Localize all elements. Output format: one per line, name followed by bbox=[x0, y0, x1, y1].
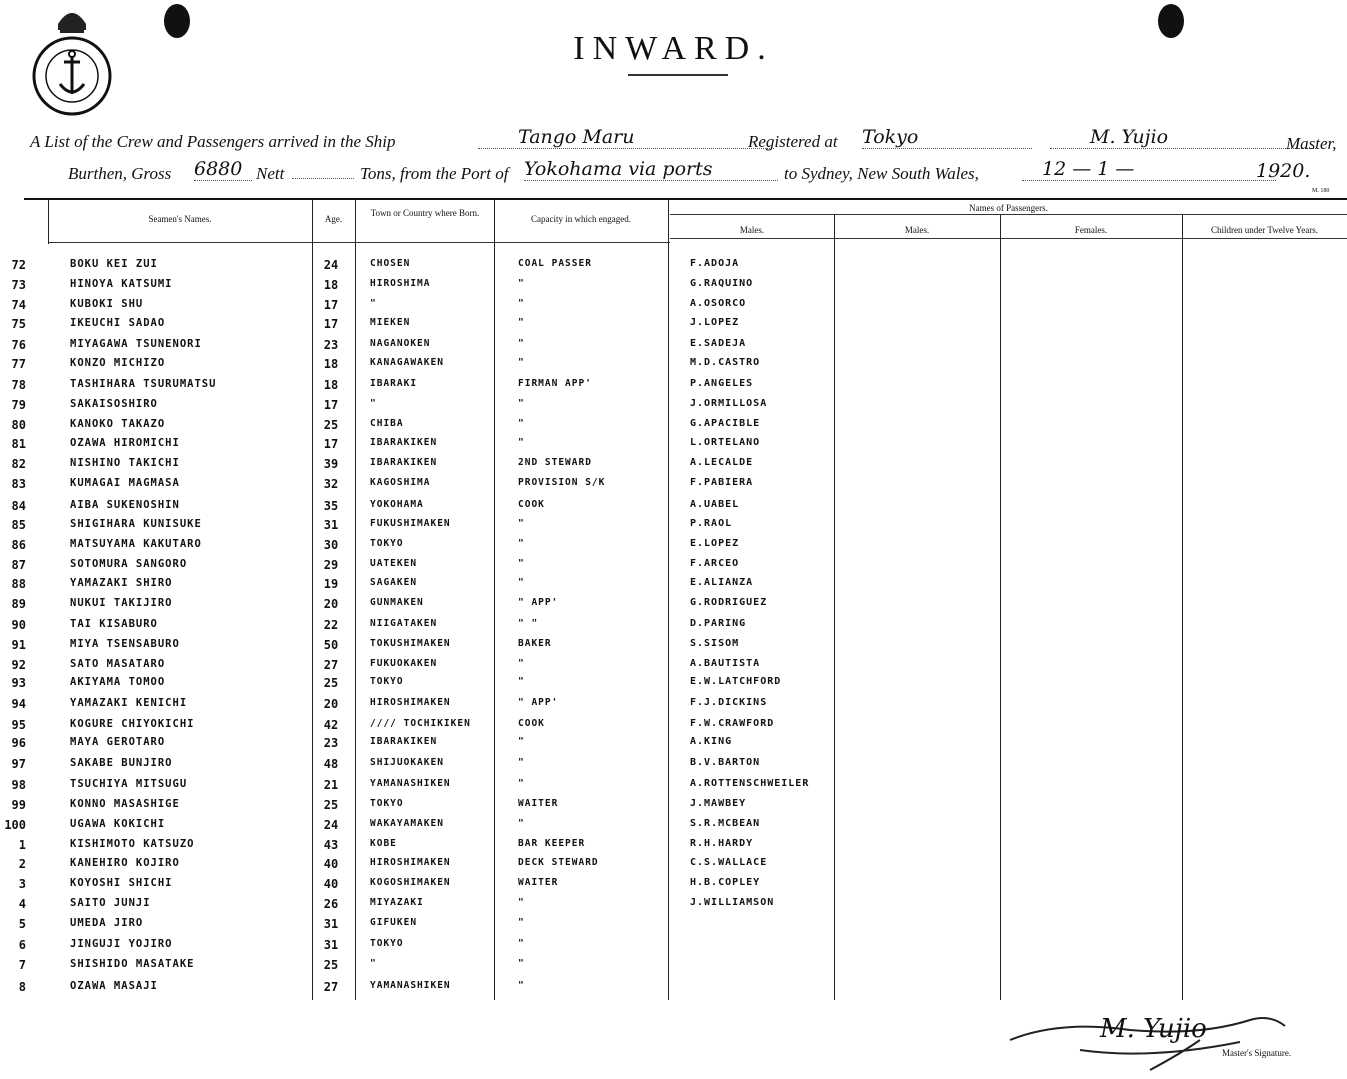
capacity-engaged: " bbox=[518, 317, 525, 328]
capacity-engaged: BAKER bbox=[518, 638, 552, 649]
passenger-name: M.D.CASTRO bbox=[690, 357, 761, 368]
birthplace: TOKUSHIMAKEN bbox=[370, 638, 451, 649]
birthplace: TOKYO bbox=[370, 798, 404, 809]
passenger-name: J.MAWBEY bbox=[690, 798, 747, 809]
seaman-age: 19 bbox=[323, 577, 339, 591]
seaman-name: TASHIHARA TSURUMATSU bbox=[70, 378, 217, 390]
capacity-engaged: WAITER bbox=[518, 877, 559, 888]
passenger-name: L.ORTELANO bbox=[690, 437, 761, 448]
table-row bbox=[0, 258, 1347, 278]
table-row bbox=[0, 857, 1347, 877]
passenger-name: A.KING bbox=[690, 736, 733, 747]
capacity-engaged: PROVISION S/K bbox=[518, 477, 606, 488]
table-row bbox=[0, 838, 1347, 858]
passenger-name: A.LECALDE bbox=[690, 457, 754, 468]
table-row bbox=[0, 917, 1347, 937]
passenger-name: J.LOPEZ bbox=[690, 317, 740, 328]
seaman-name: TAI KISABURO bbox=[70, 618, 158, 630]
seaman-name: SAKAISOSHIRO bbox=[70, 398, 158, 410]
col-females: Females. bbox=[1074, 225, 1108, 235]
table-row bbox=[0, 798, 1347, 818]
table-row bbox=[0, 658, 1347, 678]
row-number: 76 bbox=[11, 338, 26, 352]
capacity-engaged: " bbox=[518, 518, 525, 529]
master-signature: M. Yujio bbox=[1100, 1014, 1207, 1044]
passenger-name: P.ANGELES bbox=[690, 378, 754, 389]
row-number: 99 bbox=[11, 798, 26, 812]
passenger-name: E.W.LATCHFORD bbox=[690, 676, 782, 687]
birthplace: MIEKEN bbox=[370, 317, 411, 328]
capacity-engaged: " bbox=[518, 437, 525, 448]
row-number: 7 bbox=[18, 958, 26, 972]
seaman-name: IKEUCHI SADAO bbox=[70, 317, 166, 329]
seaman-name: MIYAGAWA TSUNENORI bbox=[70, 338, 202, 350]
row-number: 84 bbox=[11, 499, 26, 513]
seaman-name: MIYA TSENSABURO bbox=[70, 638, 180, 650]
capacity-engaged: COOK bbox=[518, 499, 545, 510]
seaman-age: 20 bbox=[323, 697, 339, 711]
birthplace: WAKAYAMAKEN bbox=[370, 818, 444, 829]
seaman-name: KANEHIRO KOJIRO bbox=[70, 857, 180, 869]
table-row bbox=[0, 597, 1347, 617]
seaman-age: 25 bbox=[323, 958, 339, 972]
seaman-name: SOTOMURA SANGORO bbox=[70, 558, 188, 570]
passenger-name: E.LOPEZ bbox=[690, 538, 740, 549]
seaman-name: MATSUYAMA KAKUTARO bbox=[70, 538, 202, 550]
birthplace: IBARAKIKEN bbox=[370, 457, 438, 468]
to-sydney-label: to Sydney, New South Wales, bbox=[784, 164, 979, 183]
passenger-name: A.OSORCO bbox=[690, 298, 747, 309]
table-row bbox=[0, 298, 1347, 318]
capacity-engaged: " bbox=[518, 736, 525, 747]
passenger-name: J.ORMILLOSA bbox=[690, 398, 768, 409]
row-number: 6 bbox=[18, 938, 26, 952]
row-number: 85 bbox=[11, 518, 26, 532]
seaman-age: 48 bbox=[323, 757, 339, 771]
seaman-age: 31 bbox=[323, 938, 339, 952]
table-row bbox=[0, 518, 1347, 538]
passenger-name: S.R.MCBEAN bbox=[690, 818, 761, 829]
master-signature-label: Master's Signature. bbox=[1222, 1048, 1292, 1058]
capacity-engaged: " bbox=[518, 917, 525, 928]
birthplace: SHIJUOKAKEN bbox=[370, 757, 444, 768]
seaman-age: 31 bbox=[323, 518, 339, 532]
passenger-name: J.WILLIAMSON bbox=[690, 897, 775, 908]
table-row bbox=[0, 457, 1347, 477]
table-row bbox=[0, 577, 1347, 597]
seaman-age: 43 bbox=[323, 838, 339, 852]
capacity-engaged: FIRMAN APP' bbox=[518, 378, 592, 389]
col-capacity: Capacity in which engaged. bbox=[531, 214, 631, 224]
capacity-engaged: " bbox=[518, 980, 525, 991]
table-row bbox=[0, 618, 1347, 638]
seaman-age: 24 bbox=[323, 818, 339, 832]
seaman-age: 22 bbox=[323, 618, 339, 632]
row-number: 5 bbox=[18, 917, 26, 931]
seaman-name: SHIGIHARA KUNISUKE bbox=[70, 518, 202, 530]
passenger-name: G.RODRIGUEZ bbox=[690, 597, 768, 608]
row-number: 93 bbox=[11, 676, 26, 690]
table-row bbox=[0, 338, 1347, 358]
row-number: 79 bbox=[11, 398, 26, 412]
passenger-name: E.SADEJA bbox=[690, 338, 747, 349]
birthplace: YOKOHAMA bbox=[370, 499, 424, 510]
birthplace: IBARAKIKEN bbox=[370, 736, 438, 747]
seaman-age: 25 bbox=[323, 676, 339, 690]
capacity-engaged: " APP' bbox=[518, 597, 559, 608]
row-number: 90 bbox=[11, 618, 26, 632]
seaman-age: 35 bbox=[323, 499, 339, 513]
table-row bbox=[0, 818, 1347, 838]
capacity-engaged: COAL PASSER bbox=[518, 258, 592, 269]
col-town: Town or Country where Born. bbox=[370, 208, 480, 218]
col-age: Age. bbox=[324, 214, 343, 224]
birthplace: IBARAKIKEN bbox=[370, 437, 438, 448]
birthplace: CHOSEN bbox=[370, 258, 411, 269]
capacity-engaged: DECK STEWARD bbox=[518, 857, 599, 868]
birthplace: KANAGAWAKEN bbox=[370, 357, 444, 368]
table-row bbox=[0, 638, 1347, 658]
table-row bbox=[0, 897, 1347, 917]
seaman-name: UMEDA JIRO bbox=[70, 917, 144, 929]
seaman-name: HINOYA KATSUMI bbox=[70, 278, 173, 290]
capacity-engaged: " bbox=[518, 278, 525, 289]
birthplace: FUKUOKAKEN bbox=[370, 658, 438, 669]
seaman-age: 25 bbox=[323, 798, 339, 812]
seaman-age: 30 bbox=[323, 538, 339, 552]
row-number: 98 bbox=[11, 778, 26, 792]
row-number: 89 bbox=[11, 597, 26, 611]
row-number: 4 bbox=[18, 897, 26, 911]
birthplace: " bbox=[370, 298, 377, 309]
table-row bbox=[0, 538, 1347, 558]
birthplace: " bbox=[370, 398, 377, 409]
burthen-label: Burthen, Gross bbox=[68, 164, 172, 183]
seaman-name: KUBOKI SHU bbox=[70, 298, 144, 310]
seaman-age: 20 bbox=[323, 597, 339, 611]
birthplace: CHIBA bbox=[370, 418, 404, 429]
row-number: 77 bbox=[11, 357, 26, 371]
capacity-engaged: " bbox=[518, 558, 525, 569]
capacity-engaged: COOK bbox=[518, 718, 545, 729]
seaman-age: 31 bbox=[323, 917, 339, 931]
col-males-b: Males. bbox=[904, 225, 930, 235]
row-number: 92 bbox=[11, 658, 26, 672]
table-row bbox=[0, 958, 1347, 978]
form-code: M. 180 bbox=[1312, 188, 1330, 194]
row-number: 91 bbox=[11, 638, 26, 652]
row-number: 75 bbox=[11, 317, 26, 331]
master-label: Master, bbox=[1286, 134, 1337, 153]
seaman-name: MAYA GEROTARO bbox=[70, 736, 166, 748]
table-row bbox=[0, 697, 1347, 717]
seaman-age: 24 bbox=[323, 258, 339, 272]
seaman-name: KONNO MASASHIGE bbox=[70, 798, 180, 810]
nett-label: Nett bbox=[256, 164, 285, 183]
row-number: 83 bbox=[11, 477, 26, 491]
row-number: 87 bbox=[11, 558, 26, 572]
capacity-engaged: " APP' bbox=[518, 697, 559, 708]
gross-tonnage: 6880 bbox=[194, 158, 252, 181]
row-number: 96 bbox=[11, 736, 26, 750]
birthplace: NIIGATAKEN bbox=[370, 618, 438, 629]
passenger-name: F.ARCEO bbox=[690, 558, 740, 569]
seaman-age: 17 bbox=[323, 398, 339, 412]
seaman-age: 21 bbox=[323, 778, 339, 792]
row-number: 1 bbox=[18, 838, 26, 852]
ship-name: Tango Maru bbox=[478, 126, 774, 149]
seaman-age: 40 bbox=[323, 877, 339, 891]
table-row bbox=[0, 357, 1347, 377]
passenger-name: S.SISOM bbox=[690, 638, 740, 649]
birthplace: KAGOSHIMA bbox=[370, 477, 431, 488]
row-number: 8 bbox=[18, 980, 26, 994]
arrival-date: 12 — 1 — bbox=[1022, 158, 1276, 181]
table-row bbox=[0, 558, 1347, 578]
seaman-age: 17 bbox=[323, 298, 339, 312]
seaman-age: 26 bbox=[323, 897, 339, 911]
row-number: 94 bbox=[11, 697, 26, 711]
col-seamen-names: Seamen's Names. bbox=[148, 214, 212, 224]
col-children: Children under Twelve Years. bbox=[1211, 225, 1318, 235]
birthplace: MIYAZAKI bbox=[370, 897, 424, 908]
registered-port: Tokyo bbox=[862, 126, 1032, 149]
birthplace: " bbox=[370, 958, 377, 969]
passenger-name: A.BAUTISTA bbox=[690, 658, 761, 669]
table-top-rule bbox=[24, 198, 1347, 200]
form-title: INWARD. bbox=[573, 30, 774, 67]
master-name: M. Yujio bbox=[1050, 126, 1316, 149]
capacity-engaged: " bbox=[518, 577, 525, 588]
birthplace: TOKYO bbox=[370, 676, 404, 687]
capacity-engaged: 2ND STEWARD bbox=[518, 457, 592, 468]
seaman-age: 27 bbox=[323, 658, 339, 672]
seaman-name: SAITO JUNJI bbox=[70, 897, 151, 909]
from-port: Yokohama via ports bbox=[524, 158, 778, 181]
seaman-name: KISHIMOTO KATSUZO bbox=[70, 838, 195, 850]
passenger-header-bottom-rule bbox=[670, 238, 1347, 239]
passenger-name: B.V.BARTON bbox=[690, 757, 761, 768]
row-number: 97 bbox=[11, 757, 26, 771]
title-rule bbox=[628, 74, 728, 76]
table-row bbox=[0, 736, 1347, 756]
seaman-age: 25 bbox=[323, 418, 339, 432]
seaman-age: 27 bbox=[323, 980, 339, 994]
capacity-engaged: " bbox=[518, 357, 525, 368]
seaman-name: UGAWA KOKICHI bbox=[70, 818, 166, 830]
seaman-age: 18 bbox=[323, 378, 339, 392]
passenger-name: F.PABIERA bbox=[690, 477, 754, 488]
capacity-engaged: " bbox=[518, 398, 525, 409]
registered-label: Registered at bbox=[748, 132, 838, 151]
birthplace: GIFUKEN bbox=[370, 917, 418, 928]
passenger-name: D.PARING bbox=[690, 618, 747, 629]
capacity-engaged: " bbox=[518, 676, 525, 687]
row-number: 88 bbox=[11, 577, 26, 591]
table-row bbox=[0, 398, 1347, 418]
birthplace: GUNMAKEN bbox=[370, 597, 424, 608]
crew-list-intro: A List of the Crew and Passengers arrived in the Ship bbox=[30, 132, 396, 151]
table-row bbox=[0, 877, 1347, 897]
birthplace: UATEKEN bbox=[370, 558, 418, 569]
passenger-name: F.ADOJA bbox=[690, 258, 740, 269]
birthplace: YAMANASHIKEN bbox=[370, 778, 451, 789]
seaman-name: SAKABE BUNJIRO bbox=[70, 757, 173, 769]
birthplace: NAGANOKEN bbox=[370, 338, 431, 349]
nett-blank bbox=[292, 178, 354, 179]
seaman-name: TSUCHIYA MITSUGU bbox=[70, 778, 188, 790]
seaman-age: 23 bbox=[323, 736, 339, 750]
row-number: 78 bbox=[11, 378, 26, 392]
birthplace: KOBE bbox=[370, 838, 397, 849]
capacity-engaged: " bbox=[518, 938, 525, 949]
table-row bbox=[0, 757, 1347, 777]
seaman-age: 18 bbox=[323, 357, 339, 371]
crew-header-bottom-rule bbox=[48, 242, 670, 243]
seaman-name: SHISHIDO MASATAKE bbox=[70, 958, 195, 970]
arrival-year: 1920. bbox=[1256, 160, 1311, 182]
tons-from-label: Tons, from the Port of bbox=[360, 164, 509, 183]
seaman-age: 39 bbox=[323, 457, 339, 471]
seaman-name: KONZO MICHIZO bbox=[70, 357, 166, 369]
birthplace: FUKUSHIMAKEN bbox=[370, 518, 451, 529]
capacity-engaged: " bbox=[518, 897, 525, 908]
row-number: 95 bbox=[11, 718, 26, 732]
table-row bbox=[0, 477, 1347, 497]
birthplace: HIROSHIMAKEN bbox=[370, 857, 451, 868]
seaman-name: BOKU KEI ZUI bbox=[70, 258, 158, 270]
table-row bbox=[0, 317, 1347, 337]
capacity-engaged: " bbox=[518, 658, 525, 669]
col-males-a: Males. bbox=[739, 225, 765, 235]
seaman-age: 17 bbox=[323, 437, 339, 451]
capacity-engaged: " bbox=[518, 818, 525, 829]
birthplace: TOKYO bbox=[370, 538, 404, 549]
capacity-engaged: " bbox=[518, 958, 525, 969]
passenger-name: P.RAOL bbox=[690, 518, 733, 529]
seaman-age: 23 bbox=[323, 338, 339, 352]
seaman-name: OZAWA HIROMICHI bbox=[70, 437, 180, 449]
passenger-name: G.RAQUINO bbox=[690, 278, 754, 289]
seaman-name: OZAWA MASAJI bbox=[70, 980, 158, 992]
birthplace: //// TOCHIKIKEN bbox=[370, 718, 471, 729]
seaman-name: KOGURE CHIYOKICHI bbox=[70, 718, 195, 730]
row-number: 100 bbox=[4, 818, 26, 832]
passenger-name: F.W.CRAWFORD bbox=[690, 718, 775, 729]
capacity-engaged: " bbox=[518, 338, 525, 349]
seaman-age: 18 bbox=[323, 278, 339, 292]
birthplace: HIROSHIMA bbox=[370, 278, 431, 289]
table-row bbox=[0, 418, 1347, 438]
birthplace: YAMANASHIKEN bbox=[370, 980, 451, 991]
table-row bbox=[0, 676, 1347, 696]
capacity-engaged: " bbox=[518, 418, 525, 429]
birthplace: KOGOSHIMAKEN bbox=[370, 877, 451, 888]
seaman-name: YAMAZAKI KENICHI bbox=[70, 697, 188, 709]
row-number: 73 bbox=[11, 278, 26, 292]
seaman-age: 17 bbox=[323, 317, 339, 331]
seaman-age: 32 bbox=[323, 477, 339, 491]
row-number: 80 bbox=[11, 418, 26, 432]
birthplace: SAGAKEN bbox=[370, 577, 418, 588]
table-row bbox=[0, 278, 1347, 298]
seaman-age: 40 bbox=[323, 857, 339, 871]
seaman-name: KUMAGAI MAGMASA bbox=[70, 477, 180, 489]
passenger-name: G.APACIBLE bbox=[690, 418, 761, 429]
table-row bbox=[0, 778, 1347, 798]
birthplace: IBARAKI bbox=[370, 378, 418, 389]
row-number: 86 bbox=[11, 538, 26, 552]
seaman-age: 42 bbox=[323, 718, 339, 732]
seaman-name: JINGUJI YOJIRO bbox=[70, 938, 173, 950]
row-number: 81 bbox=[11, 437, 26, 451]
capacity-engaged: " bbox=[518, 778, 525, 789]
seaman-name: KOYOSHI SHICHI bbox=[70, 877, 173, 889]
capacity-engaged: " bbox=[518, 757, 525, 768]
seaman-name: NUKUI TAKIJIRO bbox=[70, 597, 173, 609]
passenger-name: A.ROTTENSCHWEILER bbox=[690, 778, 810, 789]
row-number: 82 bbox=[11, 457, 26, 471]
passenger-name: H.B.COPLEY bbox=[690, 877, 761, 888]
passenger-name: C.S.WALLACE bbox=[690, 857, 768, 868]
table-row bbox=[0, 938, 1347, 958]
seaman-name: KANOKO TAKAZO bbox=[70, 418, 166, 430]
capacity-engaged: " bbox=[518, 298, 525, 309]
capacity-engaged: " bbox=[518, 538, 525, 549]
table-row bbox=[0, 437, 1347, 457]
seaman-name: YAMAZAKI SHIRO bbox=[70, 577, 173, 589]
birthplace: HIROSHIMAKEN bbox=[370, 697, 451, 708]
seaman-age: 50 bbox=[323, 638, 339, 652]
passenger-name: R.H.HARDY bbox=[690, 838, 754, 849]
table-row bbox=[0, 718, 1347, 738]
table-row bbox=[0, 499, 1347, 519]
seaman-name: SATO MASATARO bbox=[70, 658, 166, 670]
col-passengers: Names of Passengers. bbox=[969, 203, 1048, 213]
seaman-name: AKIYAMA TOMOO bbox=[70, 676, 166, 688]
passenger-name: A.UABEL bbox=[690, 499, 740, 510]
passenger-name: E.ALIANZA bbox=[690, 577, 754, 588]
capacity-engaged: " " bbox=[518, 618, 539, 629]
passenger-name: F.J.DICKINS bbox=[690, 697, 768, 708]
row-number: 3 bbox=[18, 877, 26, 891]
seaman-name: NISHINO TAKICHI bbox=[70, 457, 180, 469]
row-number: 72 bbox=[11, 258, 26, 272]
table-row bbox=[0, 378, 1347, 398]
seaman-age: 29 bbox=[323, 558, 339, 572]
table-row bbox=[0, 980, 1347, 1000]
capacity-engaged: BAR KEEPER bbox=[518, 838, 586, 849]
row-number: 74 bbox=[11, 298, 26, 312]
birthplace: TOKYO bbox=[370, 938, 404, 949]
seaman-name: AIBA SUKENOSHIN bbox=[70, 499, 180, 511]
row-number: 2 bbox=[18, 857, 26, 871]
capacity-engaged: WAITER bbox=[518, 798, 559, 809]
passenger-subheader-rule bbox=[670, 214, 1347, 215]
